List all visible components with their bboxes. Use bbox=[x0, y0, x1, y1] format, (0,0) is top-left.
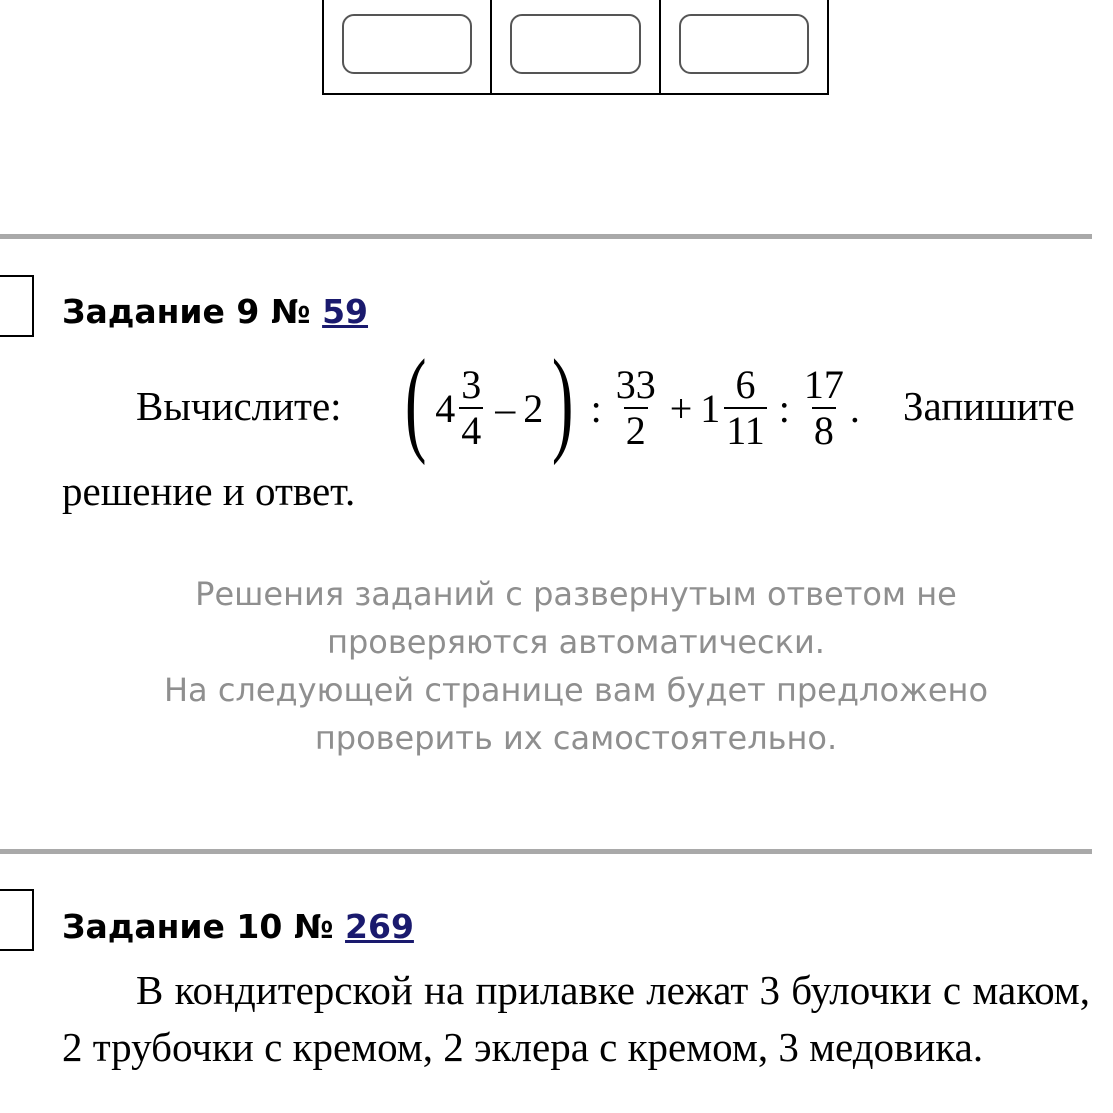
answer-grid bbox=[322, 0, 829, 95]
notice-line: Решения заданий с развернутым ответом не bbox=[195, 575, 957, 613]
notice-line: проверить их самостоятельно. bbox=[314, 719, 838, 757]
answer-cell bbox=[324, 0, 492, 93]
fraction-33-2 bbox=[614, 363, 658, 453]
section-divider bbox=[0, 234, 1092, 239]
notice-line: На следующей странице вам будет предложено bbox=[163, 671, 989, 709]
fraction-3-4 bbox=[459, 363, 483, 453]
numerator: 17 bbox=[803, 362, 844, 407]
section-divider bbox=[0, 849, 1092, 854]
answer-input-1[interactable] bbox=[342, 14, 472, 74]
task-10-checkbox[interactable] bbox=[0, 889, 34, 951]
task-10-title bbox=[62, 907, 414, 946]
task-9-formula bbox=[396, 335, 860, 466]
denominator: 4 bbox=[461, 408, 482, 453]
notice-line: проверяются автоматически. bbox=[327, 623, 825, 661]
answer-input-3[interactable] bbox=[679, 14, 809, 74]
task-10-title-prefix: Задание 10 № bbox=[62, 907, 346, 946]
minus-sign: – bbox=[495, 385, 516, 431]
whole-1: 1 bbox=[700, 385, 721, 431]
answer-cell bbox=[661, 0, 827, 93]
fraction-6-11 bbox=[724, 363, 767, 453]
task-9-prompt-end: Запишите bbox=[903, 383, 1075, 429]
auto-check-notice bbox=[60, 570, 1092, 762]
number-2: 2 bbox=[523, 385, 544, 431]
task-9-prompt-line2: решение и ответ. bbox=[62, 468, 356, 514]
task-9-title bbox=[62, 292, 368, 331]
open-paren: ( bbox=[404, 335, 427, 466]
task-9-prompt-start: Вычислите: bbox=[136, 383, 342, 429]
numerator: 6 bbox=[735, 362, 756, 407]
close-paren: ) bbox=[552, 335, 574, 466]
task-10-number-link[interactable]: 269 bbox=[345, 907, 414, 946]
task-10-text: В кондитерской на прилавке лежат 3 булочки с маком, 2 трубочки с кремом, 2 эклера с кремом, 3 медовика. bbox=[62, 967, 1090, 1070]
numerator: 3 bbox=[461, 362, 482, 407]
colon-sign: : bbox=[590, 385, 602, 431]
colon-sign: : bbox=[778, 385, 790, 431]
fraction-17-8 bbox=[802, 363, 846, 453]
period: . bbox=[849, 385, 860, 431]
answer-cell bbox=[492, 0, 660, 93]
denominator: 2 bbox=[625, 408, 646, 453]
answer-input-2[interactable] bbox=[510, 14, 640, 74]
task-9-title-prefix: Задание 9 № bbox=[62, 292, 323, 331]
denominator: 11 bbox=[726, 408, 765, 453]
numerator: 33 bbox=[615, 362, 656, 407]
task-9-number-link[interactable]: 59 bbox=[322, 292, 369, 331]
task-9-checkbox[interactable] bbox=[0, 275, 34, 337]
whole-4: 4 bbox=[435, 385, 456, 431]
denominator: 8 bbox=[813, 408, 834, 453]
plus-sign: + bbox=[669, 385, 693, 431]
